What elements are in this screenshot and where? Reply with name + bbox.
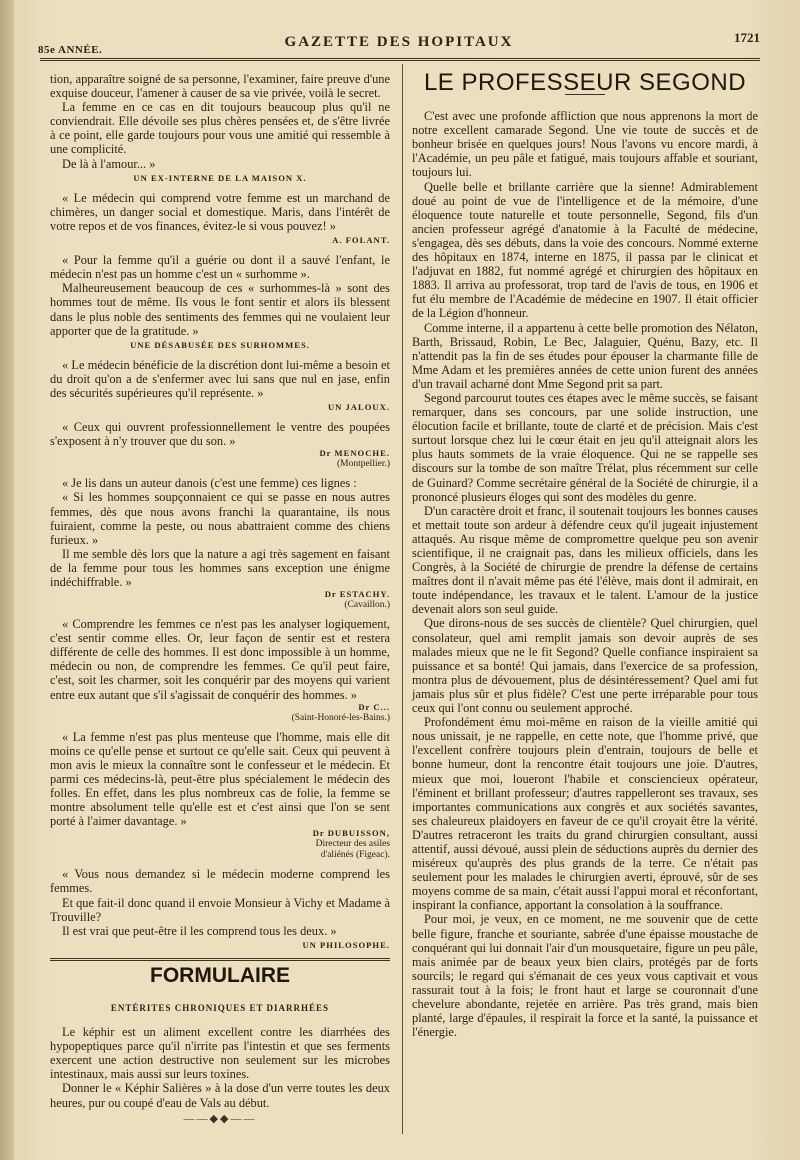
- signature-block: [50, 589, 390, 611]
- paragraph: « La femme n'est pas plus menteuse que l'homme, mais elle dit moins ce qu'elle pense et surtout ce qu'elle sait. Ceux qui peuvent à mon avis le mieux la connaître sont le confesseur et le médecin. Et parmi ces médecins-là, peut-être plus spécialement le médecin des folles. En effet, dans les plus nombreux cas de folie, la femme se montre absolument telle qu'elle est et c'est ainsi que l'on se sent porté à l'aimer davantage. »: [50, 729, 390, 829]
- paragraph: C'est avec une profonde affliction que nous apprenons la mort de notre excellent camarade Segond. Une vie toute de succès et de bonheur brisée en quelques jours! Nous l'avons vu encore mardi, à l'Académie, un peu pâle et fatigué, mais toujours affable et souriant, toujours lui.: [412, 109, 758, 180]
- signature: A. FOLANT.: [332, 235, 390, 246]
- paragraph: Le képhir est un aliment excellent contre les diarrhées des hypopeptiques parce qu'il n'irrite pas l'intestin et que ses ferments exercent une action destructive non seulement sur les microbes intestinaux, mais aussi sur leurs toxines.: [50, 1025, 390, 1082]
- ornament-divider: ——◆◆——: [183, 1112, 257, 1125]
- signature-place: (Saint-Honoré-les-Bains.): [291, 712, 390, 723]
- signature-name: Dr MENOCHE.: [319, 448, 390, 459]
- signature-block: [50, 448, 390, 470]
- signature-block: [50, 702, 390, 724]
- signature-place: (Montpellier.): [336, 459, 390, 470]
- page-binding-edge: [0, 0, 14, 1160]
- page-header: [38, 28, 760, 58]
- section-rule: [50, 958, 390, 961]
- signature: UNE DÉSABUSÉE DES SURHOMMES.: [130, 339, 310, 350]
- signature-name: Dr C...: [358, 701, 390, 712]
- signature-place: d'aliénés (Figeac).: [320, 850, 390, 861]
- column-divider: [402, 64, 403, 1134]
- signature: UN PHILOSOPHE.: [302, 939, 390, 950]
- article-title: LE PROFESSEUR SEGOND: [423, 69, 747, 96]
- paragraph: « Si les hommes soupçonnaient ce qui se passe en nous autres femmes, dès que nous avons franchi la quarantaine, ils nous fuiraient, comme la peste, ou nous abattraient comme des chiens furieux. »: [50, 490, 390, 547]
- paragraph: « Le médecin bénéficie de la discrétion dont lui-même a besoin et du droit qu'on a de s'enfermer avec lui sans que nul en jase, enfin des sécurités supérieures qu'il représente. »: [50, 357, 390, 400]
- paragraph: tion, apparaître soigné de sa personne, l'examiner, faire preuve d'une exquise douceur, l'amener à causer de sa vie privée, voilà le secret.: [50, 72, 390, 101]
- paragraph: « Ceux qui ouvrent professionnellement le ventre des poupées s'exposent à n'y trouver que du son. »: [50, 420, 390, 449]
- paragraph: De là à l'amour... »: [62, 156, 156, 171]
- right-column: [412, 69, 758, 1040]
- paragraph: « Vous nous demandez si le médecin moderne comprend les femmes.: [50, 867, 390, 896]
- paragraph: Quelle belle et brillante carrière que la sienne! Admirablement doué au point de vue de l'intelligence et de la mémoire, d'une éloquence toute naturelle et toute personnelle, Segond, fils d'un ancien professeur agrégé d'anatomie à la Faculté de médecine, s'engagea, dès ses débuts, dans la voie des concours. Nommé externe des hôpitaux en 1874, interne en 1875, il passa par le clinicat et l'adjuvat en 1882, fut nommé agrégé et chirurgien des hôpitaux en 1883. Il arriva au professorat, trop tard de l'avis de tous, en 1906 et fut élu membre de l'Académie de médecine en 1907. Il était officier de la Légion d'honneur.: [412, 179, 758, 321]
- paragraph: « Le médecin qui comprend votre femme est un marchand de chimères, un danger social et domestique. Maris, dans l'intérêt de votre repos et de vos finances, évitez-le si vous pouvez! »: [50, 190, 390, 233]
- journal-title: GAZETTE DES HOPITAUX: [284, 34, 514, 50]
- signature-place: Directeur des asiles: [315, 839, 390, 850]
- formulaire-title: FORMULAIRE: [150, 963, 290, 987]
- paragraph: Comme interne, il a appartenu à cette belle promotion des Nélaton, Barth, Brissaud, Robin, Le Bec, Jalaguier, Quénu, Bazy, etc. Il n'attendit pas la fin de ses études pour épouser la charmante fille de Mme Adam et les premières années de cette union furent des années d'un travail acharné dont Mme Segond prit sa part.: [412, 320, 758, 391]
- paragraph: Segond parcourut toutes ces étapes avec le même succès, se faisant remarquer, dans ses concours, par une solide instruction, une élocution facile et brillante, toute de clarté et de précision. Mais c'est surtout lorsque chez lui le cœur était en jeu qu'il atteignait alors les plus hauts sommets de la vraie éloquence. Qui ne se rappelle ses discours sur la tombe de son maître Trélat, plus récemment sur celle de Guinard? Comme secrétaire général de la Société de chirurgie, il a prononcé plusieurs éloges qui sont des modèles du genre.: [412, 390, 758, 504]
- header-rule: [40, 58, 760, 61]
- paragraph: Et que fait-il donc quand il envoie Monsieur à Vichy et Madame à Trouville?: [50, 895, 390, 924]
- paragraph: Il me semble dès lors que la nature a agi très sagement en faisant de la femme pour tous les hommes sans exception une énigme indéchiffrable. »: [50, 546, 390, 589]
- signature-name: Dr DUBUISSON,: [312, 828, 390, 839]
- paragraph: Que dirons-nous de ses succès de clientèle? Quel chirurgien, quel consolateur, quel ami remplit jamais son devoir auprès de ses malades mieux que ne le fit Segond? Quelle confiance inspiraient sa puissance et sa bonté! Qui jamais, dans l'exercice de sa profession, montra plus de dévouement, plus de désintéressement? Quel ami fut jamais plus sûr et plus fidèle? C'est une perte irréparable pour tous ceux qui l'ont connu ou seulement approché.: [412, 616, 758, 716]
- signature-place: (Cavaillon.): [344, 600, 390, 611]
- paragraph: La femme en ce cas en dit toujours beaucoup plus qu'il ne conviendrait. Elle dévoile ses plus chères pensées et, de s'être livrée à ce point, elle garde toujours pour vous une amitié qui ressemble à une complicité.: [50, 100, 390, 157]
- signature-name: Dr ESTACHY.: [324, 589, 390, 600]
- left-column: [50, 72, 390, 1126]
- paragraph: Donner le « Képhir Salières » à la dose d'un verre toutes les deux heures, pur ou coupé d'eau de Vals au début.: [50, 1081, 390, 1110]
- paragraph: Il est vrai que peut-être il les comprend tous les deux. »: [62, 923, 337, 938]
- paragraph: « Pour la femme qu'il a guérie ou dont il a sauvé l'enfant, le médecin n'est pas un homme c'est un « surhomme ».: [50, 253, 390, 282]
- signature: UN EX-INTERNE DE LA MAISON X.: [133, 172, 307, 183]
- formulaire-subtitle: ENTÉRITES CHRONIQUES ET DIARRHÉES: [110, 1002, 330, 1013]
- paragraph: Profondément ému moi-même en raison de la vieille amitié qui nous unissait, je ne rappelle, en cette note, que l'homme privé, que l'excellent confrère toujours plein d'entrain, toujours de belle et bonne humeur, dont la rencontre était toujours une joie. D'autres, mieux que moi, loueront l'habile et consciencieux opérateur, l'éminent et brillant professeur; d'autres rappelleront ses travaux, ses importantes communications aux congrès et aux sociétés savantes, ses chaleureux plaidoyers en faveur de ce qu'il croyait être la vérité. D'autres retraceront les traits du grand chirurgien consultant, aussi attentif, aussi dévoué, aussi plein de séductions auprès du dernier des miséreux qu'auprès des plus grands de la terre. Ce n'était pas seulement pour les malades le chirurgien averti, éprouvé, sûr de ses moyens comme de sa main, c'était aussi l'appui moral et réconfortant, inspirant la confiance, apportant la consolation à la souffrance.: [412, 715, 758, 913]
- volume-year: 85e ANNÉE.: [38, 44, 103, 56]
- paragraph: Pour moi, je veux, en ce moment, ne me souvenir que de cette belle figure, franche et souriante, sabrée d'une épaisse moustache de conquérant qui lui donnait l'air d'un mousquetaire, figure un peu pâle, mais animée par de beaux yeux bien clairs, protégés par de forts sourcils; le regard qui s'émanait de ces yeux vous captivait et vous rassurait tout à la fois; le front haut et large se couronnait d'une chevelure abondante, rejetée en arrière. Pas très grand, mais bien planté, large d'épaules, il respirait la force et la santé, la puissance et l'énergie.: [412, 912, 758, 1040]
- paragraph: Malheureusement beaucoup de ces « surhommes-là » sont des hommes tout de même. Ils vous le font sentir et alors ils blessent dans le plus noble des sentiments des femmes qui ne voulaient leur apporter que de la gratitude. »: [50, 281, 390, 338]
- page-number: 1721: [734, 30, 760, 45]
- signature-block: [50, 828, 390, 861]
- paragraph: D'un caractère droit et franc, il soutenait toujours les bonnes causes et mettait toute son ardeur à défendre ceux qu'il jugeait injustement attaqués. Au risque même de compromettre quelque peu son avenir scientifique, il ne craignait pas, dans les milieux officiels, dans les Congrès, à la Société de chirurgie de prendre la défense de certains maîtres dont il n'avait même pas été l'élève, mais dont il admirait, en toute indépendance, les travaux et le talent. L'amour de la justice devenait alors son seul guide.: [412, 503, 758, 617]
- signature: UN JALOUX.: [327, 402, 390, 413]
- paragraph: « Comprendre les femmes ce n'est pas les analyser logiquement, c'est sentir comme elles. Or, leur façon de sentir est et restera différente de celle des hommes. Il est donc impossible à un homme, médecin ou non, de comprendre les femmes. Ce qu'il peut faire, c'est, soit les charmer, soit les conquérir par des moyens qui varient entre eux autant que s'il s'agissait de conquérir des hommes. »: [50, 617, 390, 702]
- paragraph: « Je lis dans un auteur danois (c'est une femme) ces lignes :: [62, 476, 357, 491]
